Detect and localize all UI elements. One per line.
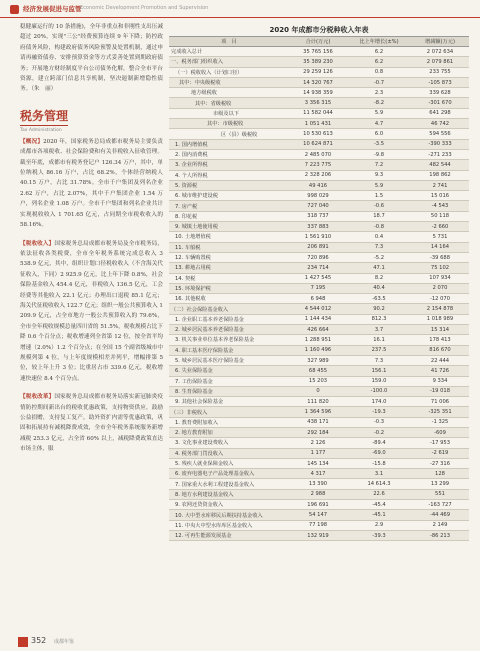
- row-label: 2. 地方教育附加: [169, 427, 289, 437]
- row-label: 12. 车辆购置税: [169, 252, 289, 262]
- table-row: [169, 500, 469, 510]
- row-value: -3.5: [347, 139, 411, 149]
- row-value: 438 171: [289, 417, 347, 427]
- row-value: 75 102: [411, 263, 469, 273]
- table-row: [169, 438, 469, 448]
- intro-paragraph: [20, 22, 163, 95]
- table-row: [169, 88, 469, 98]
- table-row: [169, 252, 469, 262]
- row-value: 2 149: [411, 520, 469, 530]
- tax-revenue-tag: 【税收收入】: [20, 240, 55, 247]
- row-label: 5. 残疾人就业保障金收入: [169, 458, 289, 468]
- row-label: 一、税务部门组织收入: [169, 57, 289, 67]
- row-label: 其中：省级税收: [169, 98, 289, 108]
- row-value: 77 198: [289, 520, 347, 530]
- row-value: 174.0: [347, 397, 411, 407]
- row-value: -163 727: [411, 500, 469, 510]
- row-value: 90.2: [347, 304, 411, 314]
- table-header-row: [169, 37, 469, 47]
- row-value: 16.1: [347, 335, 411, 345]
- intro-text: 稳健廉运行的 10 条措施)，全年非重点和非刚性支出压减超过 20%，实现"三公"经费预算连续 9 年下降；防控政府债务风险，构建政府债务风险预警及处置机制，通过申请再融资债券、安排预算资金等方式妥善处置到期政府债务；开展地方财经制度平台公司债务化解，整合全市平台资源，建立跨部门信息共享机制，坚决遏制新增隐性债务。: [20, 24, 163, 93]
- header-item: 项 目: [169, 37, 289, 47]
- row-value: 13 299: [411, 479, 469, 489]
- row-label: 5. 资源税: [169, 180, 289, 190]
- row-label: 地方级税收: [169, 88, 289, 98]
- row-value: 3.1: [347, 469, 411, 479]
- row-label: 8. 生育保险基金: [169, 386, 289, 396]
- row-value: 111 820: [289, 397, 347, 407]
- header-growth: 比上年增长(±%): [347, 37, 411, 47]
- row-label: 9. 其他社会保险基金: [169, 397, 289, 407]
- table-column: [169, 24, 469, 541]
- row-value: -100.0: [347, 386, 411, 396]
- table-row: [169, 180, 469, 190]
- table-row: [169, 314, 469, 324]
- row-value: -27 316: [411, 458, 469, 468]
- row-value: 18.7: [347, 211, 411, 221]
- row-value: 4.7: [347, 119, 411, 129]
- header-rule: [0, 17, 480, 18]
- row-value: 482 544: [411, 160, 469, 170]
- table-row: [169, 479, 469, 489]
- row-label: 15. 环境保护税: [169, 283, 289, 293]
- row-value: -390 333: [411, 139, 469, 149]
- row-value: 4 317: [289, 469, 347, 479]
- row-label: 14. 契税: [169, 273, 289, 283]
- row-value: -69.0: [347, 448, 411, 458]
- row-value: -8.2: [347, 98, 411, 108]
- tax-revenue-table: [169, 36, 469, 541]
- row-value: -2 660: [411, 222, 469, 232]
- table-row: [169, 222, 469, 232]
- row-value: 2.3: [347, 88, 411, 98]
- row-value: -0.8: [347, 222, 411, 232]
- table-row: [169, 67, 469, 77]
- tax-reform-paragraph: [20, 392, 163, 454]
- row-value: -39.3: [347, 530, 411, 540]
- page-footer: [0, 633, 480, 651]
- row-value: 337 883: [289, 222, 347, 232]
- overview-text: 2020 年，国家税务总局成都市税务局主要负责成都市各项税收、社会保险费和有关非税收入征收管理。截至年底，成都市有税务登记户 126.34 万户，其中，单位纳税人 86.16 万户，占比 68.2%，个体经营纳税人 40.15 万户，占比 31.78%。全市千户集团及列名企业 2.62 万户，占比 2.07%，其中千户集团企业 1.54 万户，列名企业 1.08 万户。全市千户集团和列名企业共计实现税收收入 1 701.65 亿元，占同期全市税收收入的 58.16%。: [20, 138, 163, 229]
- table-row: [169, 77, 469, 87]
- table-row: [169, 469, 469, 479]
- row-value: 14 164: [411, 242, 469, 252]
- table-row: [169, 366, 469, 376]
- row-value: 6.2: [347, 57, 411, 67]
- row-label: 12. 可再生能源发展基金: [169, 530, 289, 540]
- row-value: 2 988: [289, 489, 347, 499]
- row-label: 13. 耕地占用税: [169, 263, 289, 273]
- overview-paragraph: [20, 137, 163, 231]
- table-row: [169, 47, 469, 57]
- row-label: 其中：中央级税收: [169, 77, 289, 87]
- row-label: 2. 城乡居民基本养老保险基金: [169, 325, 289, 335]
- row-value: 2 070: [411, 283, 469, 293]
- row-value: 15 314: [411, 325, 469, 335]
- row-label: 10. 大中型水库移民后期扶持基金收入: [169, 510, 289, 520]
- table-row: [169, 211, 469, 221]
- row-value: 2 072 634: [411, 47, 469, 57]
- row-value: -0.7: [347, 77, 411, 87]
- row-value: 327 989: [289, 355, 347, 365]
- row-value: 8.2: [347, 273, 411, 283]
- row-value: -9.8: [347, 149, 411, 159]
- row-value: 720 896: [289, 252, 347, 262]
- row-label: 8. 印花税: [169, 211, 289, 221]
- row-value: 9.3: [347, 170, 411, 180]
- table-row: [169, 170, 469, 180]
- row-value: 292 184: [289, 427, 347, 437]
- row-value: 14 320 767: [289, 77, 347, 87]
- table-row: [169, 57, 469, 67]
- row-value: 46 742: [411, 119, 469, 129]
- row-value: -89.4: [347, 438, 411, 448]
- row-value: 41 726: [411, 366, 469, 376]
- section-badge-icon: [10, 5, 19, 14]
- row-value: 7 223 775: [289, 160, 347, 170]
- header-change: 增减额(万元): [411, 37, 469, 47]
- row-value: 35 765 156: [289, 47, 347, 57]
- row-value: 1 288 951: [289, 335, 347, 345]
- row-value: -1 325: [411, 417, 469, 427]
- row-label: 6. 城市维护建设税: [169, 191, 289, 201]
- row-value: -19 018: [411, 386, 469, 396]
- row-label: 7. 工伤保险基金: [169, 376, 289, 386]
- row-value: 35 389 230: [289, 57, 347, 67]
- row-label: 7. 房产税: [169, 201, 289, 211]
- row-value: 1 177: [289, 448, 347, 458]
- table-row: [169, 263, 469, 273]
- row-value: -19.3: [347, 407, 411, 417]
- section-title-zh: 税务管理: [20, 107, 68, 126]
- row-value: 4 544 012: [289, 304, 347, 314]
- row-value: 237.5: [347, 345, 411, 355]
- row-value: 40.4: [347, 283, 411, 293]
- row-value: 6 948: [289, 294, 347, 304]
- row-value: 49 416: [289, 180, 347, 190]
- row-value: 1.5: [347, 191, 411, 201]
- row-value: 198 862: [411, 170, 469, 180]
- row-value: 10 530 613: [289, 129, 347, 139]
- row-label: 10. 土地增值税: [169, 232, 289, 242]
- row-value: 727 040: [289, 201, 347, 211]
- row-label: （二）社会保险基金收入: [169, 304, 289, 314]
- row-value: 1 427 545: [289, 273, 347, 283]
- row-value: 68 455: [289, 366, 347, 376]
- row-value: 156.1: [347, 366, 411, 376]
- table-row: [169, 304, 469, 314]
- footer-text: 成都年鉴: [54, 639, 75, 645]
- table-title: 2020 年成都市分税种收入年表: [269, 26, 369, 34]
- row-value: -86 213: [411, 530, 469, 540]
- row-label: 3. 企业所得税: [169, 160, 289, 170]
- row-value: 29 259 126: [289, 67, 347, 77]
- row-value: 0: [289, 386, 347, 396]
- row-value: 206 891: [289, 242, 347, 252]
- row-value: 816 670: [411, 345, 469, 355]
- row-value: 1 160 496: [289, 345, 347, 355]
- table-row: [169, 325, 469, 335]
- row-label: 16. 其他税收: [169, 294, 289, 304]
- row-value: -44 469: [411, 510, 469, 520]
- table-row: [169, 397, 469, 407]
- table-row: [169, 98, 469, 108]
- tax-revenue-paragraph: [20, 239, 163, 385]
- row-label: 6. 废弃电器电子产品处理基金收入: [169, 469, 289, 479]
- table-row: [169, 386, 469, 396]
- row-value: -63.5: [347, 294, 411, 304]
- row-label: 8. 地方水利建设基金收入: [169, 489, 289, 499]
- row-value: 71 006: [411, 397, 469, 407]
- row-value: 7.3: [347, 242, 411, 252]
- row-value: 234 714: [289, 263, 347, 273]
- author-signature: （朱 丽）: [31, 86, 57, 93]
- table-row: [169, 335, 469, 345]
- row-value: 128: [411, 469, 469, 479]
- row-value: -0.3: [347, 417, 411, 427]
- row-value: -609: [411, 427, 469, 437]
- row-value: 6.0: [347, 129, 411, 139]
- table-row: [169, 510, 469, 520]
- table-row: [169, 273, 469, 283]
- row-label: 7. 国家重大水利工程建设基金收入: [169, 479, 289, 489]
- tax-reform-text: 国家税务总局成都市税务局落实新冠肺炎疫情防控期间新出台的税收优惠政策，支持物资供应，鼓励公益捐赠，支持复工复产，助外资扩内需等优惠政策，巩固和拓展持有减税降费成效，全市全年税务系统服务新增减税 253.3 亿元，占全省 60% 以上，减税降费政策直达市场主体，服: [20, 394, 163, 453]
- header-title: 经济发展促进与监管: [23, 5, 82, 13]
- row-value: 11 582 044: [289, 108, 347, 118]
- row-value: 159.0: [347, 376, 411, 386]
- row-label: 1. 企业职工基本养老保险基金: [169, 314, 289, 324]
- row-value: 5 731: [411, 232, 469, 242]
- table-row: [169, 520, 469, 530]
- table-row: [169, 417, 469, 427]
- row-value: 178 413: [411, 335, 469, 345]
- row-label: 9. 农网还贷资金收入: [169, 500, 289, 510]
- table-row: [169, 283, 469, 293]
- row-value: 15 016: [411, 191, 469, 201]
- row-value: 196 691: [289, 500, 347, 510]
- row-value: 107 934: [411, 273, 469, 283]
- row-value: -0.2: [347, 427, 411, 437]
- row-label: 5. 城乡居民基本医疗保险基金: [169, 355, 289, 365]
- table-row: [169, 242, 469, 252]
- table-row: [169, 232, 469, 242]
- row-label: 4. 职工基本医疗保险基金: [169, 345, 289, 355]
- page-number: 352: [31, 636, 47, 645]
- table-row: [169, 458, 469, 468]
- row-value: 22 444: [411, 355, 469, 365]
- row-value: 145 134: [289, 458, 347, 468]
- tax-reform-tag: 【税收改革】: [20, 394, 55, 401]
- row-value: 3 356 315: [289, 98, 347, 108]
- row-value: 9 334: [411, 376, 469, 386]
- row-value: 22.6: [347, 489, 411, 499]
- row-value: 2 154 878: [411, 304, 469, 314]
- section-title: [20, 105, 163, 133]
- row-value: 7.2: [347, 160, 411, 170]
- row-value: 1 018 989: [411, 314, 469, 324]
- row-value: 50 118: [411, 211, 469, 221]
- row-label: 1. 教育费附加收入: [169, 417, 289, 427]
- row-value: -301 670: [411, 98, 469, 108]
- row-value: 551: [411, 489, 469, 499]
- row-label: 2. 国内消费税: [169, 149, 289, 159]
- header-total: 合计(万元): [289, 37, 347, 47]
- row-value: -0.6: [347, 201, 411, 211]
- table-row: [169, 191, 469, 201]
- row-value: 15 203: [289, 376, 347, 386]
- table-row: [169, 427, 469, 437]
- row-value: 2.9: [347, 520, 411, 530]
- row-value: 14 614.3: [347, 479, 411, 489]
- row-value: 1 561 910: [289, 232, 347, 242]
- row-label: 其中：市级税收: [169, 119, 289, 129]
- row-value: -325 351: [411, 407, 469, 417]
- row-value: 998 029: [289, 191, 347, 201]
- table-row: [169, 119, 469, 129]
- row-label: 4. 税务部门罚没收入: [169, 448, 289, 458]
- table-row: [169, 448, 469, 458]
- row-label: 3. 机关事业单位基本养老保险基金: [169, 335, 289, 345]
- row-value: 318 737: [289, 211, 347, 221]
- row-value: 3.7: [347, 325, 411, 335]
- row-value: 54 147: [289, 510, 347, 520]
- table-row: [169, 139, 469, 149]
- row-value: -17 953: [411, 438, 469, 448]
- table-row: [169, 355, 469, 365]
- row-value: 594 556: [411, 129, 469, 139]
- row-value: 812.3: [347, 314, 411, 324]
- row-value: -39 688: [411, 252, 469, 262]
- row-label: （一）税收收入（计划口径）: [169, 67, 289, 77]
- table-row: [169, 530, 469, 540]
- table-row: [169, 201, 469, 211]
- overview-tag: 【概况】: [20, 138, 44, 145]
- row-value: 2 079 861: [411, 57, 469, 67]
- row-value: 233 755: [411, 67, 469, 77]
- row-label: 9. 城镇土地使用税: [169, 222, 289, 232]
- row-value: 10 624 871: [289, 139, 347, 149]
- row-value: -105 873: [411, 77, 469, 87]
- row-value: -45.1: [347, 510, 411, 520]
- row-value: -15.8: [347, 458, 411, 468]
- table-row: [169, 345, 469, 355]
- row-value: 6.2: [347, 47, 411, 57]
- row-label: 1. 国内增值税: [169, 139, 289, 149]
- row-value: 2 741: [411, 180, 469, 190]
- row-value: -12 070: [411, 294, 469, 304]
- row-value: 7.3: [347, 355, 411, 365]
- table-row: [169, 407, 469, 417]
- row-label: 3. 文化事业建设费收入: [169, 438, 289, 448]
- footer-badge-icon: [18, 637, 28, 647]
- row-value: -5.2: [347, 252, 411, 262]
- row-label: 完成收入总计: [169, 47, 289, 57]
- row-value: 47.1: [347, 263, 411, 273]
- row-value: 339 628: [411, 88, 469, 98]
- row-label: 区（县）级税收: [169, 129, 289, 139]
- row-label: 市级及以下: [169, 108, 289, 118]
- row-value: -45.4: [347, 500, 411, 510]
- row-value: 1 364 596: [289, 407, 347, 417]
- row-value: -4 543: [411, 201, 469, 211]
- row-value: 5.9: [347, 108, 411, 118]
- left-column: [20, 22, 163, 455]
- table-row: [169, 149, 469, 159]
- row-value: 2 126: [289, 438, 347, 448]
- row-label: 11. 中央大中型水库库区基金收入: [169, 520, 289, 530]
- row-value: 14 938 359: [289, 88, 347, 98]
- table-row: [169, 160, 469, 170]
- table-row: [169, 108, 469, 118]
- row-value: -2 619: [411, 448, 469, 458]
- table-row: [169, 129, 469, 139]
- row-value: 641 298: [411, 108, 469, 118]
- page-header: [0, 0, 480, 20]
- row-label: 6. 失业保险基金: [169, 366, 289, 376]
- row-value: 13 390: [289, 479, 347, 489]
- row-value: 132 919: [289, 530, 347, 540]
- row-value: 7 195: [289, 283, 347, 293]
- row-value: 0.4: [347, 232, 411, 242]
- row-value: 2 485 070: [289, 149, 347, 159]
- header-subtitle: Economic Development Promotion and Supervision: [80, 5, 209, 11]
- row-label: （三）非税收入: [169, 407, 289, 417]
- tax-revenue-text: 国家税务总局成都市税务局及全市税务局，依法征收各类税费，全市全年税务系统完成总收入 3 538.9 亿元，其中，组织计划口径税收收入（不含海关代征收入，下同）2 925.9 亿元，比上年下降 0.8%，社会保险基金收入 454.4 亿元，非税收入 136.5 亿元，工会经费等其他收入 22.1 亿元；办理出口退税 85.1 亿元；海关代征税收收入 122.7 亿元；组织一般公共预算收入 1 209.9 亿元，占全市地方一般公共预算收入的 79.6%，全市全年税收规模总量四川省的 51.5%，税收规模占比下降 0.6 个百分点；税收增速列全省第 12 位，按全省平均增速（2.0%）1.2 个百分点；在全国 15 个副省级城市中规模列第 4 位，与上年度规模相差并列平，增幅排第 5 位，较上年上升 3 位；比重居占市 339.6 亿元，税收增速快速位 8.4 个百分点。: [20, 240, 163, 382]
- row-value: 1 051 431: [289, 119, 347, 129]
- table-row: [169, 489, 469, 499]
- row-value: 5.9: [347, 180, 411, 190]
- section-title-en: Tax Administration: [20, 127, 62, 133]
- row-label: 4. 个人所得税: [169, 170, 289, 180]
- table-row: [169, 376, 469, 386]
- table-row: [169, 294, 469, 304]
- row-value: 1 144 434: [289, 314, 347, 324]
- row-value: 426 664: [289, 325, 347, 335]
- row-value: 0.8: [347, 67, 411, 77]
- row-value: -271 233: [411, 149, 469, 159]
- row-label: 11. 车船税: [169, 242, 289, 252]
- row-value: 2 328 206: [289, 170, 347, 180]
